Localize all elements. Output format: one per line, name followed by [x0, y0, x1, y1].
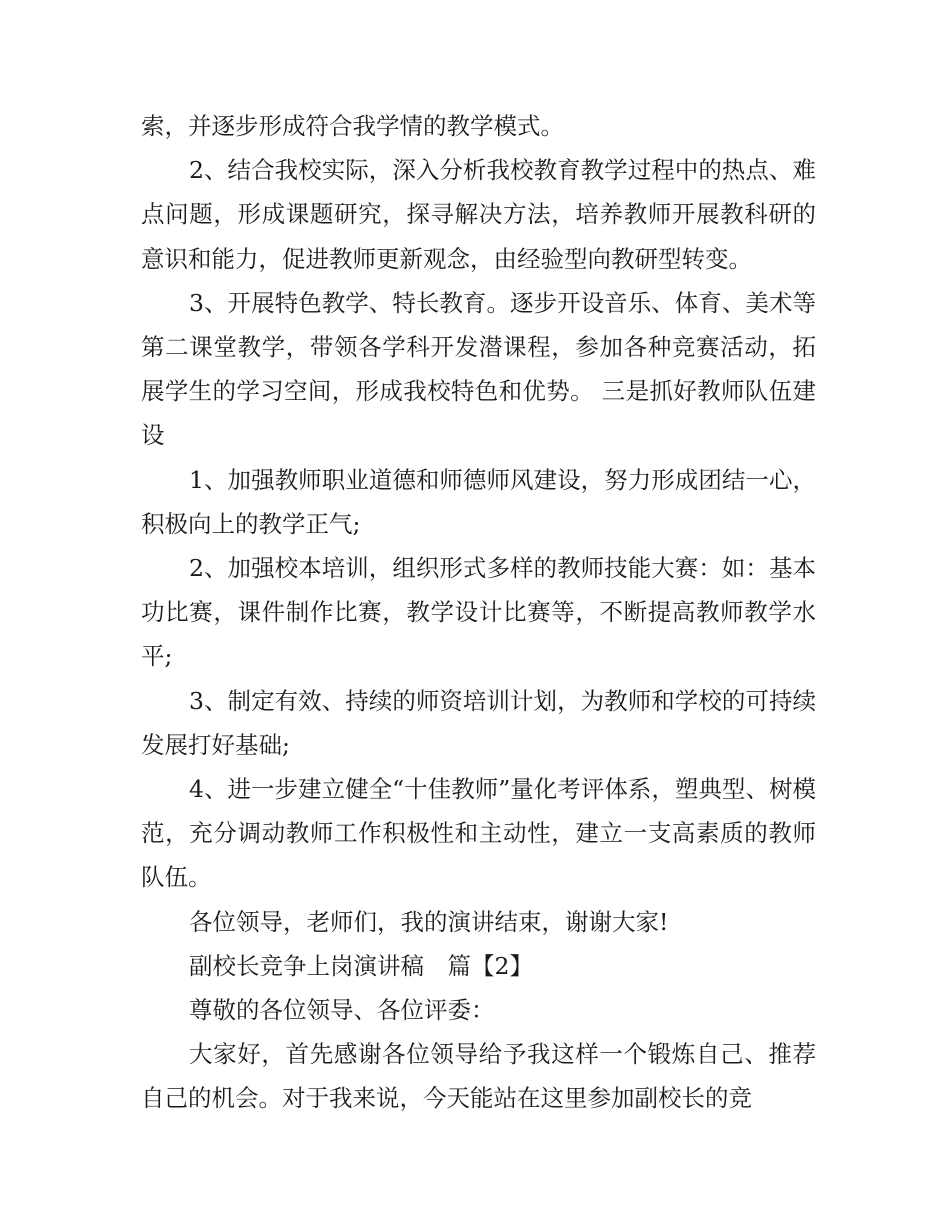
paragraph-teacher-item-1: 1、加强教师职业道德和师德师风建设，努力形成团结一心，积极向上的教学正气;: [141, 465, 816, 538]
document-body: [141, 104, 816, 1121]
section-heading: 副校长竞争上岗演讲稿 篇【2】: [189, 951, 533, 980]
paragraph-teacher-item-3: 3、制定有效、持续的师资培训计划，为教师和学校的可持续发展打好基础;: [141, 686, 816, 759]
paragraph-teacher-item-2: 2、加强校本培训，组织形式多样的教师技能大赛：如：基本功比赛，课件制作比赛，教学设计比赛等，不断提高教师教学水平;: [141, 554, 816, 671]
paragraph-opening: 大家好，首先感谢各位领导给予我这样一个锻炼自己、推荐自己的机会。对于我来说，今天能站在这里参加副校长的竞: [141, 1040, 816, 1113]
paragraph-continuation: 索，并逐步形成符合我学情的教学模式。: [141, 112, 564, 140]
paragraph-item-2: 2、结合我校实际，深入分析我校教育教学过程中的热点、难点问题，形成课题研究，探寻解决方法，培养教师开展教科研的意识和能力，促进教师更新观念，由经验型向教研型转变。: [141, 156, 816, 273]
paragraph-salutation: 尊敬的各位领导、各位评委：: [189, 996, 495, 1025]
paragraph-closing: 各位领导，老师们，我的演讲结束，谢谢大家!: [189, 907, 669, 936]
paragraph-teacher-item-4: 4、进一步建立健全“十佳教师”量化考评体系，塑典型、树模范，充分调动教师工作积极性和主动性，建立一支高素质的教师队伍。: [141, 775, 816, 892]
paragraph-item-3: 3、开展特色教学、特长教育。逐步开设音乐、体育、美术等第二课堂教学，带领各学科开发潜课程，参加各种竞赛活动，拓展学生的学习空间，形成我校特色和优势。 三是抓好教师队伍建设: [141, 288, 816, 450]
